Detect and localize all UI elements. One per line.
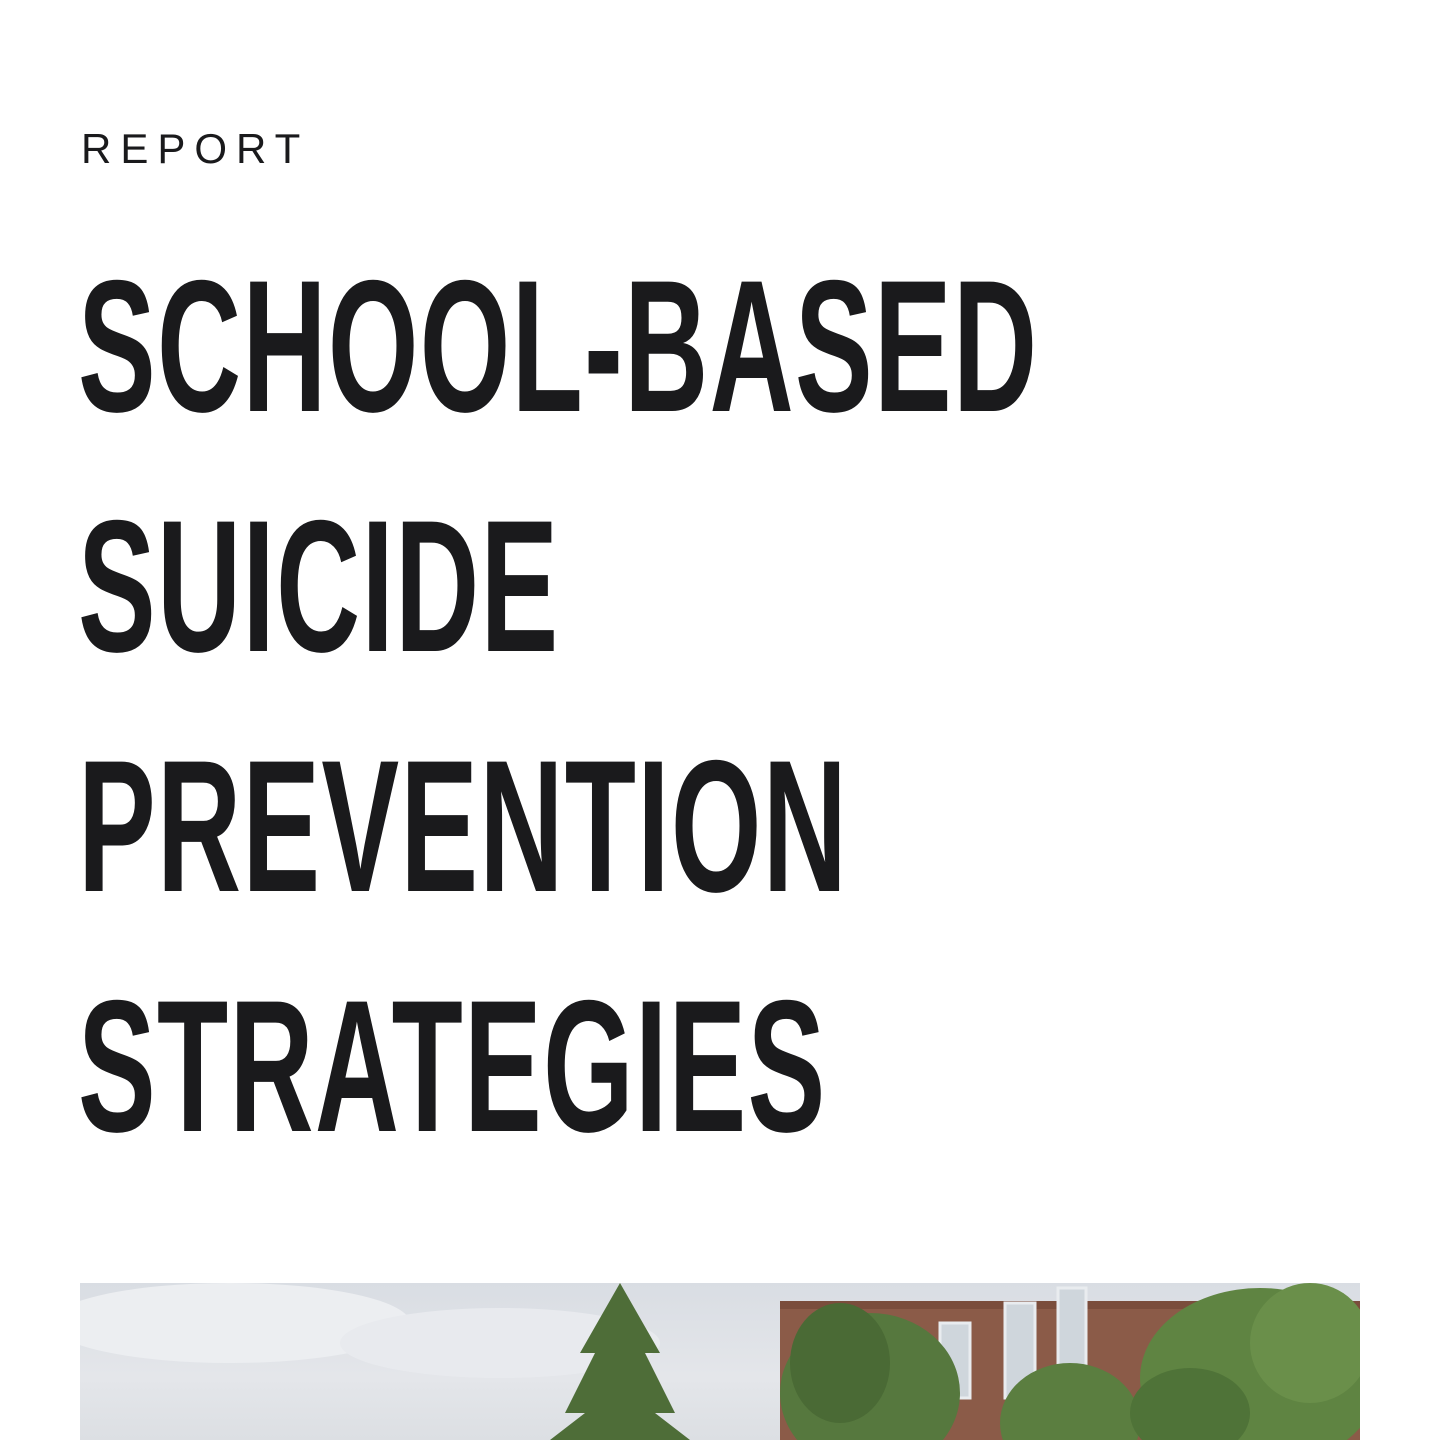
hero-image-illustration xyxy=(80,1283,1360,1440)
title-line-2: SUICIDE xyxy=(78,481,560,691)
page-title xyxy=(78,226,1038,1186)
hero-image xyxy=(80,1283,1360,1440)
title-line-4: STRATEGIES xyxy=(78,961,827,1171)
report-label: REPORT xyxy=(81,125,310,172)
title-line-1: SCHOOL-BASED xyxy=(78,241,1039,451)
title-line-3: PREVENTION xyxy=(78,721,849,931)
